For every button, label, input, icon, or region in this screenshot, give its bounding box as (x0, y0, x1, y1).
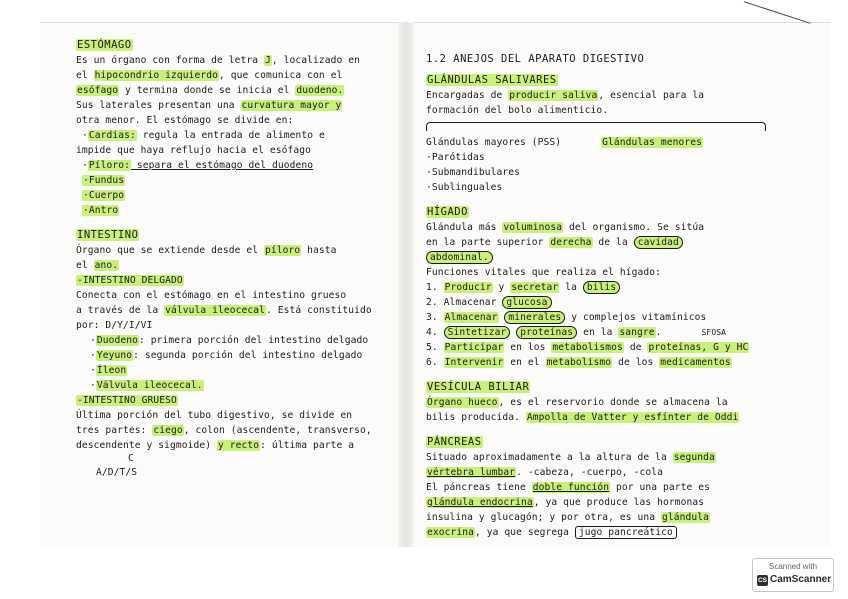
list-item: ·Íleon (90, 365, 127, 376)
list-item: ·Válvula ileocecal. (90, 380, 203, 391)
list-item: ·Cardias: regula la entrada de alimento e (82, 130, 325, 141)
camscanner-watermark (752, 558, 834, 592)
handwritten-c: C (128, 453, 134, 464)
list-item: ·Fundus (83, 175, 125, 186)
list-item: ·Cuerpo (83, 190, 125, 201)
list-item: ·Parótidas (426, 152, 485, 163)
list-item: 2. Almacenar glucosa (426, 295, 778, 310)
higado-title: HÍGADO (427, 206, 468, 218)
camscanner-logo-icon: CS (757, 577, 768, 584)
estomago-title: ESTÓMAGO (77, 39, 132, 51)
right-column: 1.2 ANEJOS DEL APARATO DIGESTIVO GLÁNDULAS SALIVARES Encargadas de producir saliva, esencial para la formación del bolo alimenticio. Glándulas mayores (PSS) Glándulas menores ·Parótidas ·Submandibulares ·Sublinguales HÍGADO Glándula más voluminosa del organismo. Se sitúa en la parte superior derecha de la cavidad abdominal. Funciones vitales que realiza el hígado: 1. Producir y secretar la bilis 2. Almacenar glucosa 3. Almacenar minerales y complejos vitamínicos 4. Sintetizar proteínas en la sangre. SFOSA 5. Participar en los metabolismos de proteínas, G y HC 6. Intervenir en el metabolismo de los medicamentos VESÍCULA BILIAR Órgano hueco, es el reservorio donde se almacena la bilis producida. Ampolla de Vatter y esfínter de Oddi PÁNCREAS Situado aproximadamente a la altura de la segunda vértebra lumbar. -cabeza, -cuerpo, -cola El páncreas tiene doble función por una parte es glándula endocrina, ya que produce las hormonas insulina y glucagón; y por otra, es una glándula exocrina, ya que segrega jugo pancreático (426, 52, 778, 540)
list-item: ·Submandibulares (426, 167, 521, 178)
list-item: ·Sublinguales (426, 182, 503, 193)
scanned-with-label: Scanned with (768, 562, 818, 571)
list-item: 5. Participar en los metabolismos de proteínas, G y HC (426, 342, 749, 353)
intestino-delgado-title: -INTESTINO DELGADO (77, 275, 183, 286)
page-fold (398, 22, 414, 547)
list-item: ·Yeyuno: segunda porción del intestino delgado (90, 350, 363, 361)
list-item: ·Píloro: separa el estómago del duodeno (82, 160, 314, 171)
list-item: 6. Intervenir en el metabolismo de los medicamentos (426, 357, 731, 368)
list-item: ·Antro (83, 205, 119, 216)
colon-parts-mnemonic: A/D/T/S (96, 467, 138, 478)
list-item: 1. Producir y secretar la bilis (426, 280, 778, 295)
camscanner-brand: CamScanner (770, 574, 832, 585)
bracket-divider (426, 122, 766, 131)
list-item: 4. Sintetizar proteínas en la sangre. SFOSA (426, 327, 727, 338)
anejos-title: 1.2 ANEJOS DEL APARATO DIGESTIVO (426, 53, 645, 65)
intestino-title: INTESTINO (77, 229, 139, 241)
left-column: ESTÓMAGO Es un órgano con forma de letra J, localizado en el hipocondrio izquierdo, que comunica con el esófago y termina donde se inicia el duodeno. Sus laterales presentan una curvatura mayor y otra menor. El estómago se divide en: ·Cardias: regula la entrada de alimento e impide que haya reflujo hacia el esófago ·Píloro: separa el estómago del duodeno ·Fundus ·Cuerpo ·Antro INTESTINO Órgano que se extiende desde el píloro hasta el ano. -INTESTINO DELGADO Conecta con el estómago en el intestino grueso a través de la válvula ileocecal. Está constituido por: D/Y/I/VI ·Duodeno: primera porción del intestino delgado ·Yeyuno: segunda porción del intestino delgado ·Íleon ·Válvula ileocecal. -INTESTINO GRUESO Última porción del tubo digestivo, se divide en tres partes: ciego, colon (ascendente, transverso, descendente y sigmoide) y recto: última parte a C A/D/T/S (76, 38, 396, 480)
side-note: SFOSA (701, 328, 727, 337)
list-item: 3. Almacenar minerales y complejos vitamínicos (426, 312, 707, 323)
glandulas-title: GLÁNDULAS SALIVARES (427, 74, 557, 86)
list-item: ·Duodeno: primera porción del intestino delgado (90, 335, 369, 346)
pancreas-title: PÁNCREAS (427, 436, 482, 448)
page-corner-line (744, 0, 818, 24)
vesicula-title: VESÍCULA BILIAR (427, 381, 530, 393)
intestino-grueso-title: -INTESTINO GRUESO (77, 395, 177, 406)
